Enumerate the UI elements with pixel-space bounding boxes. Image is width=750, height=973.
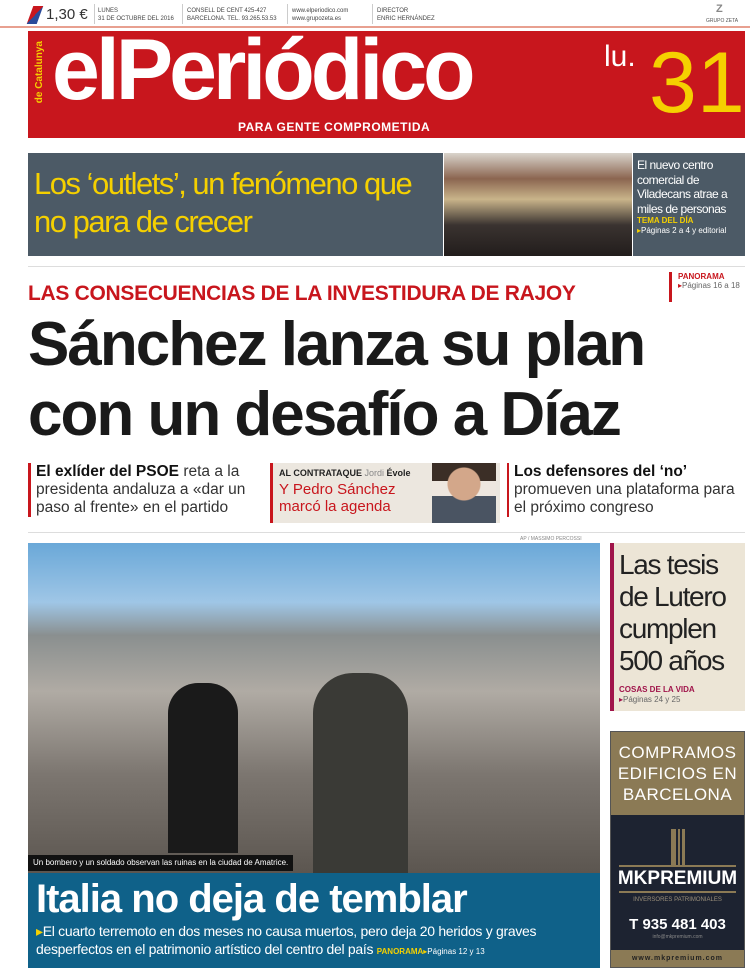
pages-ref: Páginas 16 a 18 [682, 281, 740, 290]
outlets-headline[interactable]: Los ‘outlets’, un fenómeno que no para de crecer [28, 153, 443, 256]
section-label: TEMA DEL DÍA [637, 216, 694, 225]
teaser-text: El nuevo centro comercial de Viladecans atrae a miles de personas [637, 158, 728, 216]
ad-tagline: INVERSORES PATRIMONIALES [633, 897, 722, 903]
grupo-zeta-logo: GRUPO ZETA [706, 18, 739, 24]
italy-deck: El cuarto terremoto en dos meses no causa muertos, pero deja 20 heridos y graves desperfectos en el patrimonio artístico del centro del país [36, 923, 537, 957]
pages-ref: Páginas 24 y 25 [623, 695, 681, 704]
section-label: COSAS DE LA VIDA [619, 685, 695, 694]
ad-email: info@mkpremium.com [652, 934, 703, 940]
author-last: Évole [386, 468, 411, 478]
slogan: PARA GENTE COMPROMETIDA [238, 120, 431, 134]
italy-story[interactable] [28, 873, 600, 968]
section-label: PANORAMA [376, 947, 424, 956]
lutero-story[interactable] [610, 543, 745, 711]
firefighter-figure [168, 683, 238, 853]
weekday-abbrev: lu. [604, 40, 636, 73]
lead-kicker: LAS CONSECUENCIAS DE LA INVESTIDURA DE RAJOY [28, 282, 576, 305]
sub-bold: El exlíder del PSOE [36, 463, 180, 480]
photo-caption: Un bombero y un soldado observan las ruinas en la ciudad de Amatrice. [28, 855, 293, 871]
lead-headline[interactable]: Sánchez lanza su plan con un desafío a Díaz [28, 310, 645, 449]
zeta-icon: Z [716, 3, 723, 15]
phone: BARCELONA. TEL. 93.265.53.53 [187, 16, 277, 22]
arrow-icon: ▸ [36, 923, 43, 939]
arrow-icon: ▸ [637, 226, 642, 235]
divider [28, 532, 745, 533]
section-label: PANORAMA [678, 272, 725, 281]
lutero-headline: Las tesis de Lutero cumplen 500 años [619, 549, 726, 676]
price: 1,30 € [46, 6, 88, 23]
sub-text: promueven una plataforma para el próximo congreso [514, 481, 735, 516]
author-first: Jordi [364, 468, 385, 478]
ad-headline: COMPRAMOS EDIFICIOS EN BARCELONA [611, 732, 744, 815]
logo-subtitle: de Catalunya [34, 41, 45, 104]
sub-bold: Los defensores del ‘no’ [514, 463, 688, 480]
italy-headline: Italia no deja de temblar [36, 877, 467, 921]
group-website-link[interactable]: www.grupozeta.es [292, 16, 342, 22]
arrow-icon: ▸ [423, 947, 428, 956]
author-photo [432, 463, 496, 523]
mkpremium-ad[interactable] [610, 731, 745, 968]
logo: elPeriódico [52, 22, 472, 118]
column-label: AL CONTRATAQUE [279, 468, 362, 478]
issue-date: 31 DE OCTUBRE DEL 2016 [98, 16, 174, 22]
ad-brand: MKPREMIUM [617, 868, 738, 889]
column-teaser[interactable] [270, 463, 500, 523]
director-name: ENRIC HERNÁNDEZ [377, 16, 435, 22]
price-flag-icon [27, 6, 44, 24]
ad-phone: T 935 481 403 [629, 916, 726, 933]
ad-website: www.mkpremium.com [611, 950, 744, 967]
lead-section-ref[interactable] [669, 272, 740, 302]
column-title: Y Pedro Sánchez marcó la agenda [279, 481, 396, 515]
masthead [28, 22, 745, 138]
soldier-figure [313, 673, 408, 873]
arrow-icon: ▸ [678, 281, 683, 290]
photo-credit: AP / MASSIMO PERCOSSI [520, 536, 582, 542]
address: CONSELL DE CENT 425-427 [187, 8, 267, 14]
sub-text: reta a la presidenta andaluza a «dar un paso al frente» en el partido [36, 463, 246, 516]
sub-story-2[interactable] [507, 463, 747, 517]
pages-ref: Páginas 2 a 4 y editorial [641, 226, 727, 235]
outlets-photo [444, 153, 632, 256]
sub-story-1[interactable] [28, 463, 263, 517]
weekday: LUNES [98, 8, 119, 14]
director-label: DIRECTOR [377, 8, 409, 14]
day-number: 31 [649, 35, 745, 131]
outlets-teaser[interactable] [633, 153, 745, 256]
pages-ref: Páginas 12 y 13 [427, 947, 485, 956]
building-icon [671, 829, 685, 865]
earthquake-photo[interactable] [28, 543, 600, 873]
divider [28, 266, 745, 267]
website-link[interactable]: www.elperiodico.com [292, 8, 349, 14]
arrow-icon: ▸ [619, 695, 624, 704]
